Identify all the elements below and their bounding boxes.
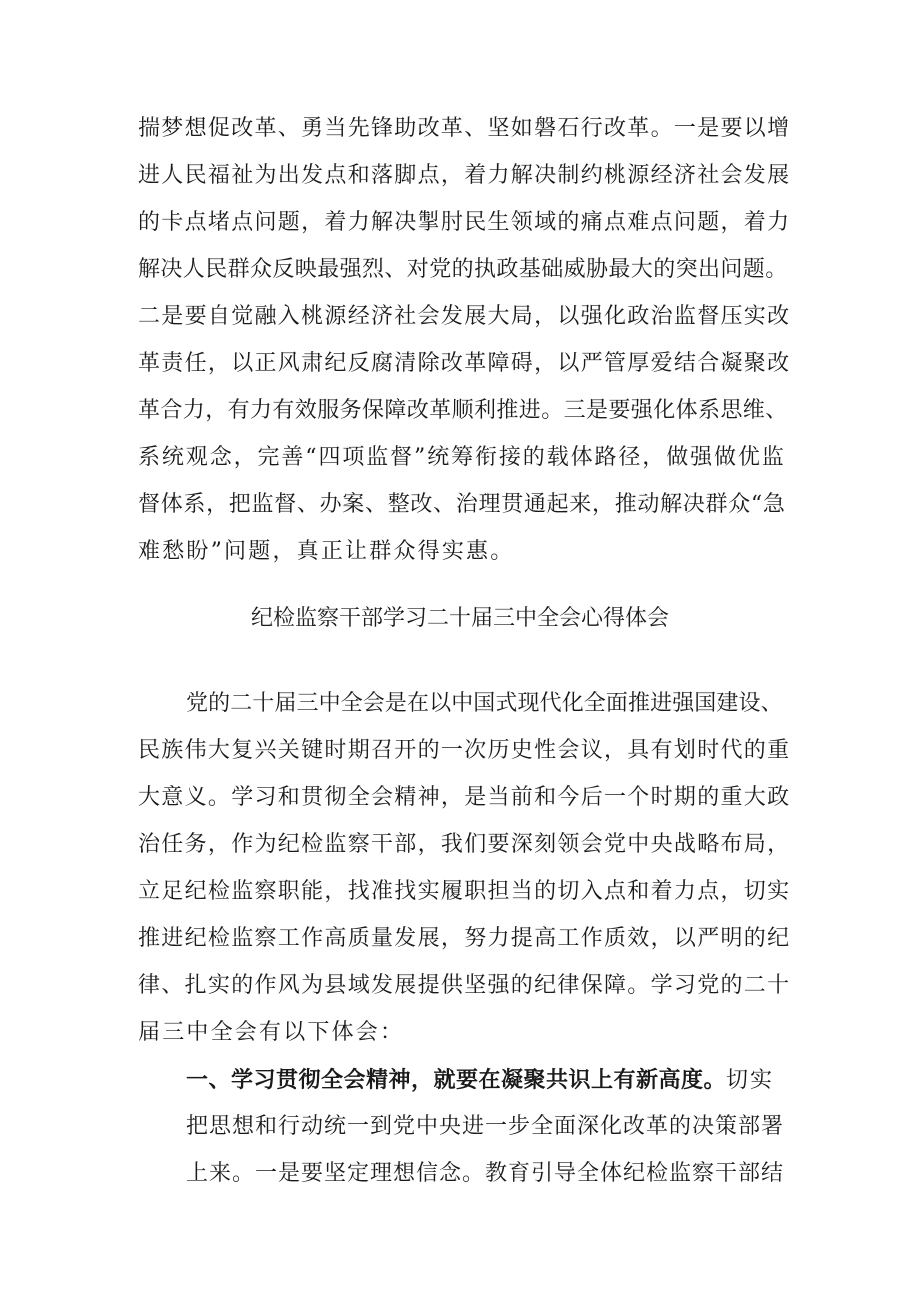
paragraph-line: 督体系，把监督、办案、整改、治理贯通起来，推动解决群众“急 xyxy=(138,492,786,517)
section-line: 把思想和行动统一到党中央进一步全面深化改革的决策部署 xyxy=(186,1114,785,1139)
intro-line: 民族伟大复兴关键时期召开的一次历史性会议，具有划时代的重 xyxy=(138,738,791,763)
paragraph-line: 难愁盼”问题，真正让群众得实惠。 xyxy=(138,539,515,564)
paragraph-line: 二是要自觉融入桃源经济社会发展大局，以强化政治监督压实改 xyxy=(138,304,791,329)
paragraph-line: 的卡点堵点问题，着力解决掣肘民生领域的痛点难点问题，着力 xyxy=(138,210,791,235)
intro-line: 届三中全会有以下体会： xyxy=(138,1020,405,1045)
paragraph-line: 解决人民群众反映最强烈、对党的执政基础威胁最大的突出问题。 xyxy=(138,257,788,282)
section-heading xyxy=(186,1065,774,1095)
paragraph-line: 揣梦想促改革、勇当先锋助改革、坚如磐石行改革。一是要以增 xyxy=(138,116,791,141)
intro-line: 推进纪检监察工作高质量发展，努力提高工作质效，以严明的纪 xyxy=(138,926,791,951)
intro-line: 立足纪检监察职能，找准找实履职担当的切入点和着力点，切实 xyxy=(138,879,791,904)
paragraph-line: 系统观念，完善“四项监督”统筹衔接的载体路径，做强做优监 xyxy=(138,445,786,470)
intro-line: 律、扎实的作风为县域发展提供坚强的纪律保障。学习党的二十 xyxy=(138,973,791,998)
section-line: 上来。一是要坚定理想信念。教育引导全体纪检监察干部结 xyxy=(186,1161,785,1186)
intro-line: 大意义。学习和贯彻全会精神，是当前和今后一个时期的重大政 xyxy=(138,785,791,810)
intro-line: 党的二十届三中全会是在以中国式现代化全面推进强国建设、 xyxy=(186,691,783,716)
paragraph-line: 革合力，有力有效服务保障改革顺利推进。三是要强化体系思维、 xyxy=(138,398,788,423)
section-heading-tail: 切实 xyxy=(726,1068,775,1093)
section-heading-bold: 一、学习贯彻全会精神，就要在凝聚共识上有新高度。 xyxy=(186,1068,727,1093)
article-title: 纪检监察干部学习二十届三中全会心得体会 xyxy=(250,606,669,631)
paragraph-line: 进人民福祉为出发点和落脚点，着力解决制约桃源经济社会发展 xyxy=(138,163,791,188)
paragraph-line: 革责任，以正风肃纪反腐清除改革障碍，以严管厚爱结合凝聚改 xyxy=(138,351,791,376)
intro-line: 治任务，作为纪检监察干部，我们要深刻领会党中央战略布局， xyxy=(138,832,791,857)
